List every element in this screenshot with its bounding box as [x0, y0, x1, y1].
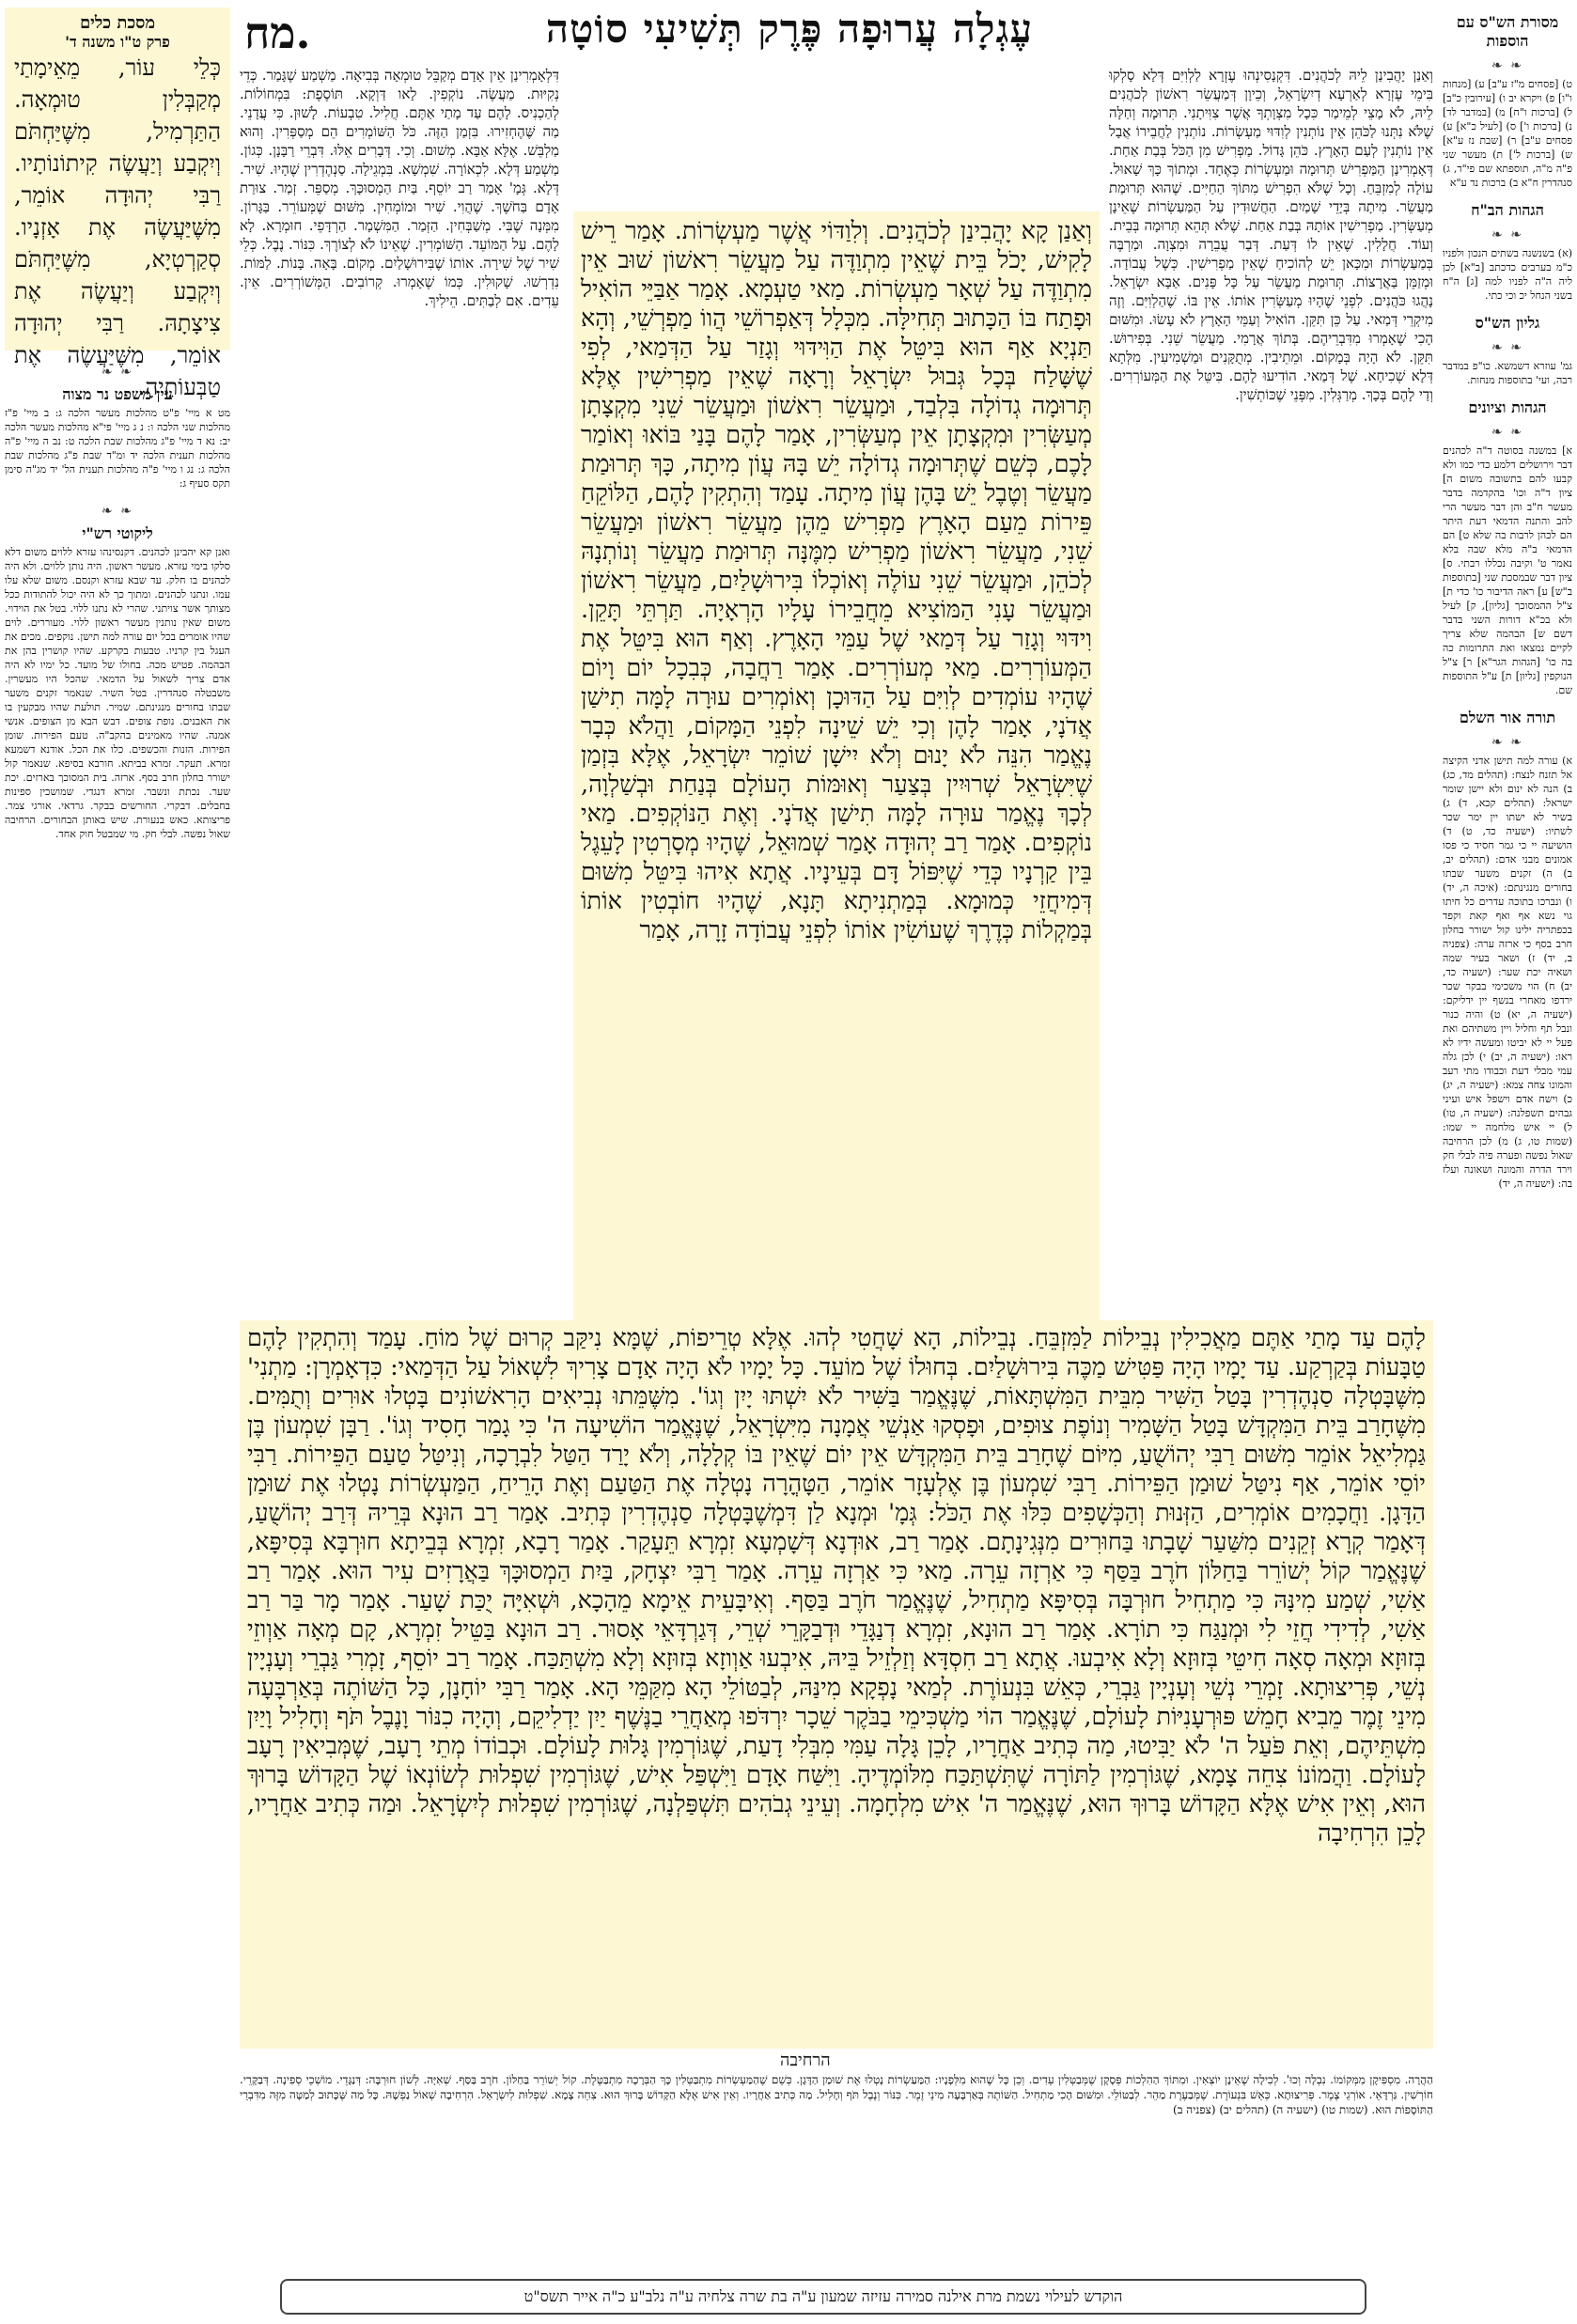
ornament-divider: ❧ ❧ — [1491, 58, 1523, 73]
kelim-title: מסכת כלים — [79, 13, 156, 33]
ein-mishpat-title: עין משפט נר מצוה — [62, 385, 173, 403]
mesoret-title: מסורת הש"ס עם הוספות — [1456, 13, 1559, 50]
ornament-divider: ❧ ❧ — [1491, 227, 1523, 242]
ornament-divider: ❧ ❧ — [1491, 425, 1523, 440]
left-margin — [1, 357, 230, 2265]
chapter-title: עֶגְלָה עֲרוּפָה פֶּרֶק תְּשִׁיעִי סוֹטָה — [545, 6, 1034, 52]
torah-or-text: א) עורה למה תישן אדני הקיצה אל תזנח לנצח: (תהלים מד, כג) ב) הנה לא ינום ולא יישן שומר ישראל: (תהלים קכא, ד) ג) בשיר לא ישתו יין ימר שכר לשתיו: (ישעיה כד, ט) ד) הושיעה יי כי גמר חסיד כי פסו אמונים מבני אדם: (תהלים יב, ב) ה) זקנים משער שבתו בחורים מנגינתם: (איכה ה, יד) ו) ונברכו בתוכה עדרים כל חיתו גוי נשא אף ואף קאת וקפד בכפתריה ילינו קול ישורר בחלון חרב בסף כי ארזה ערה: (צפניה ב, יד) ז) ושאר בעיר שמה ושאיה יכת שער: (ישעיה כד, יב) ח) הוי משכימי בבקר שכר ירדפו מאחרי בנשף יין ידליקם: (ישעיה ה, יא) ט) והיה כנור ונבל תף וחליל ויין משתיהם ואת פעל יי לא יביטו ומעשה ידיו לא ראו: (ישעיה ה, יב) י) לכן גלה עמי מבלי דעת וכבודו מתי רעב והמונו צחה צמא: (ישעיה ה, יג) כ) וישח אדם וישפל איש ועיני גבהים תשפלנה: (ישעיה ה, טו) ל) יי איש מלחמה יי שמו: (שמות טו, ג) מ) לכן הרחיבה שאול נפשה ופערה פיה לבלי חק וירד הדרה והמונה ושאונה ועלז בה: (ישעיה ה, יד) — [1439, 755, 1572, 1190]
main-text-lower-body: לָהֶם עַד מָתַי אַתֶּם מַאֲכִילִין נְבֵילוֹת לַמִּזְבֵּחַ. נְבֵילוֹת, הָא שָׁחֲטִי לְהוּ. אֶלָּא טְרֵיפוֹת, שֶׁמָּא נִיקַּב קְרוּם שֶׁל מוֹחַ. עָמַד וְהִתְקִין לָהֶם טַבָּעוֹת בְּקַרְקַע. עַד יָמָיו הָיָה פַּטִּישׁ מַכֶּה בִּירוּשָׁלַיִם. בְּחוּלוֹ שֶׁל מוֹעֵד. כָּל יָמָיו לֹא הָיָה אָדָם צָרִיךְ לִשְׁאוֹל עַל הַדְּמַאי: כִּדְאָמְרָן: מַתְנִי' מִשֶּׁבָּטְלָה סַנְהֶדְרִין בָּטַל הַשִּׁיר מִבֵּית הַמִּשְׁתָּאוֹת, שֶׁנֶּאֱמַר בַּשִּׁיר לֹא יִשְׁתּוּ יָיִן וְגוֹ'. מִשֶּׁמֵּתוּ נְבִיאִים הָרִאשׁוֹנִים בָּטְלוּ אוּרִים וְתֻמִּים. מִשֶּׁחָרַב בֵּית הַמִּקְדָּשׁ בָּטַל הַשָּׁמִיר וְנוֹפֶת צוּפִים, וּפָסְקוּ אַנְשֵׁי אֲמָנָה מִיִּשְׂרָאֵל, שֶׁנֶּאֱמַר הוֹשִׁיעָה ה' כִּי גָמַר חָסִיד וְגוֹ'. רַבָּן שִׁמְעוֹן בֶּן גַּמְלִיאֵל אוֹמֵר מִשּׁוּם רַבִּי יְהוֹשֻׁעַ, מִיּוֹם שֶׁחָרַב בֵּית הַמִּקְדָּשׁ אֵין יוֹם שֶׁאֵין בּוֹ קְלָלָה, וְלֹא יָרַד הַטַּל לִבְרָכָה, וְנִיטַּל טַעַם הַפֵּירוֹת. רַבִּי יוֹסֵי אוֹמֵר, אַף נִיטַּל שׁוּמַן הַפֵּירוֹת. רַבִּי שִׁמְעוֹן בֶּן אֶלְעָזָר אוֹמֵר, הַטָּהֳרָה נָטְלָה אֶת הַטַּעַם וְאֶת הָרֵיחַ, הַמַּעְשְׂרוֹת נָטְלוּ אֶת שׁוּמַן הַדָּגָן. וַחֲכָמִים אוֹמְרִים, הַזְּנוּת וְהַכְּשָׁפִים כִּלּוּ אֶת הַכֹּל: גְּמָ' וּמְנָא לַן דִּמְשֶׁבָּטְלָה סַנְהֶדְרִין כְּתִיב. אָמַר רַב הוּנָא בְּרֵיהּ דְּרַב יְהוֹשֻׁעַ, דְּאָמַר קְרָא זְקֵנִים מִשַּׁעַר שָׁבָתוּ בַּחוּרִים מִנְּגִינָתָם. אָמַר רַב, אוּדְנָא דְּשָׁמְעָא זִמְרָא תֵּעָקַר. אָמַר רָבָא, זִמְרָא בְּבֵיתָא חוּרְבָּא בְּסִיפָּא, שֶׁנֶּאֱמַר קוֹל יְשׁוֹרֵר בַּחַלּוֹן חֹרֶב בַּסַּף כִּי אַרְזָה עֵרָה. מַאי כִּי אַרְזָה עֵרָה. אָמַר רַבִּי יִצְחָק, בַּיִת הַמְסוּכָּךְ בַּאֲרָזִים עִיר הוּא. אָמַר רַב אַשִׁי, שְׁמַע מִינָּהּ כִּי מַתְחִיל חוּרְבָּה בְּסִיפָּא מַתְחִיל, שֶׁנֶּאֱמַר חֹרֶב בַּסַּף. וְאִיבָּעֵית אֵימָא מֵהָכָא, וּשְׁאִיָּה יֻכַּת שָׁעַר. אָמַר מָר בַּר רַב אַשִׁי, לְדִידִי חֲזֵי לִי וּמְנַגַּח כִּי תוֹרָא. אָמַר רַב הוּנָא, זִמְרָא דְנַגָּדֵי וּדְבַקָּרֵי שְׁרֵי, דְּגַרְדָּאֵי אָסוּר. רַב הוּנָא בַּטֵּיל זִמְרָא, קָם מְאָה אַוְוזֵי בְּזוּזָא וּמְאָה סְאָה חִיטֵּי בְּזוּזָא וְלָא אִיבְעוּ. אֲתָא רַב חִסְדָּא וְזַלְזֵיל בֵּיהּ, אִיבְעוּ אַוְוזָא בְּזוּזָא וְלָא מִשְׁתַּכַּח. אָמַר רַב יוֹסֵף, זָמְרִי גַּבְרֵי וְעָנְיָין נְשֵׁי, פְּרִיצוּתָא. זָמְרֵי נְשֵׁי וְעָנְיָין גַּבְרֵי, כְּאֵשׁ בִּנְעוֹרֶת. לְמַאי נָפְקָא מִינַּהּ, לְבַטּוֹלֵי הָא מִקַּמֵּי הָא. אָמַר רַבִּי יוֹחָנָן, כָּל הַשּׁוֹתֶה בְּאַרְבָּעָה מִינֵי זֶמֶר מֵבִיא חָמֵשׁ פּוּרְעָנִיּוֹת לָעוֹלָם, שֶׁנֶּאֱמַר הוֹי מַשְׁכִּימֵי בַבֹּקֶר שֵׁכָר יִרְדֹּפוּ מְאַחֲרֵי בַנֶּשֶׁף יַיִן יַדְלִיקֵם, וְהָיָה כִנּוֹר וָנֶבֶל תֹּף וְחָלִיל וָיַיִן מִשְׁתֵּיהֶם, וְאֵת פֹּעַל ה' לֹא יַבִּיטוּ, מַה כְּתִיב אַחֲרָיו, לָכֵן גָּלָה עַמִּי מִבְּלִי דָעַת, שֶׁגּוֹרְמִין גָּלוּת לָעוֹלָם. וּכְבוֹדוֹ מְתֵי רָעָב, שֶׁמְּבִיאִין רָעָב לָעוֹלָם. וַהֲמוֹנוֹ צִחֵה צָמָא, שֶׁגּוֹרְמִין לַתּוֹרָה שֶׁתִּשְׁתַּכַּח מִלּוֹמְדֶיהָ. וַיִּשַּׁח אָדָם וַיִּשְׁפַּל אִישׁ, שֶׁגּוֹרְמִין שִׁפְלוּת לְשׂוֹנְאוֹ שֶׁל הַקָּדוֹשׁ בָּרוּךְ הוּא, וְאֵין אִישׁ אֶלָּא הַקָּדוֹשׁ בָּרוּךְ הוּא, שֶׁנֶּאֱמַר ה' אִישׁ מִלְחָמָה. וְעֵינֵי גְבֹהִים תִּשְׁפַּלְנָה, שֶׁגּוֹרְמִין שִׁפְלוּת לְיִשְׂרָאֵל. וּמַה כְּתִיב אַחֲרָיו, לָכֵן הִרְחִיבָה — [239, 1324, 1426, 1848]
hagahot2-title: הגהות וציונים — [1468, 398, 1547, 416]
page-header — [216, 6, 1363, 64]
bottom-notes-text: הַהֲרָה. מִסְפִּיקָן מִמְּקוֹמוֹ. נִבְלָה וְכוּ'. לְכִילָה שֶׁאֵינָן יוֹצְאִין. וּמִתּוֹךְ הַהִלְכוֹת פְּסָקָן שֶׁמְּבַטְּלִין עֵדִים. וְכֵן כָּל שֶׁהוּא מִלְּפָנָיו: הַמַּעַשְׂרוֹת נָטְלוּ אֶת שׁוּמַן הַדָּגָן. כְּשֵׁם שֶׁהַמַּעְשְׂרוֹת מִתְבַּטְּלִין כָּךְ הַבְּרָכָה מִתְבַּטֶּלֶת. קוֹל יְשׁוֹרֵר בַּחַלּוֹן. חֹרֶב בַּסַּף. שְׁאִיָּה. לְשׁוֹן חוּרְבָּה: דְּנַגָּדֵי. מוֹשְׁכֵי סְפִינָה. דְּבַקָּרֵי. חוֹרְשִׁין. גַּרְדָּאֵי. אוֹרְגֵי צֶמֶר. פְּרִיצוּתָא. כְּאֵשׁ בִּנְעוֹרֶת. שֶׁמְּבַעֶרֶת מַהֵר. לְבַטּוֹלֵי. וּמִשּׁוּם הָכִי מַתְחִיל. הַשּׁוֹתֶה בְּאַרְבָּעָה מִינֵי זֶמֶר. כִּנּוֹר וְנֶבֶל תֹּף וְחָלִיל. מַה כְּתִיב אַחֲרָיו. וְאֵין אִישׁ אֶלָּא הַקָּדוֹשׁ בָּרוּךְ הוּא. צִחֵה צָמָא. שִׁפְלוּת לְיִשְׂרָאֵל. הִרְחִיבָה שְׁאוֹל נַפְשָׁהּ. כָּל מַה שֶּׁכָּתוּב לְמַטָּה מִזֶּה מִדִּבְרֵי הַתּוֹסָפוֹת הוּא. (שמות טו) (ישעיה ה) (תהלים יב) (צפניה ב) — [236, 2073, 1433, 2116]
main-text-upper — [573, 211, 1100, 1320]
ornament-divider: ❧ ❧ — [1491, 340, 1523, 355]
dedication-text: הוקדש לעילוי נשמת מרת אילנה סמירה עזיזה שמעון ע"ה בת שרה צלחיה ע"ה נלב"ע כ"ה אייר תשס"ט — [523, 2287, 1123, 2305]
right-margin — [1439, 8, 1572, 2263]
torah-or-title: תורה אור השלם — [1459, 709, 1556, 726]
likutei-rashi-title: ליקוטי רש"י — [82, 524, 153, 542]
hagahot-title: הגהות הב"ח — [1471, 201, 1544, 219]
right-commentary — [1104, 66, 1433, 1316]
gilyon-title: גליון הש"ס — [1475, 314, 1540, 332]
catchword: הרחיבה — [780, 2051, 831, 2070]
ornament-divider: ❧ ❧ — [101, 365, 133, 380]
ein-mishpat-text: מט א מיי' פ"ט מהלכות מעשר הלכה ג: ב מיי' פ"ז מהלכות שני הלכה ו: נ ג מיי' פי"א מהלכות מעשר הלכה יב: נא ד מיי' פ"ג מהלכות שבת הלכה ט: נב ה מיי' פ"ה מהלכות תענית הלכה יד ומ"ד שבת פ"ג מהלכות שבת הלכה ג: נג ו מיי' פ"ה מהלכות תענית הל' יד מג"ה סימן תקס סעיף ג: — [1, 407, 230, 490]
mesoret-text: ט) [פסחים מ"ז ע"ב] ע) [מנחות ו"ו] פ) ויקרא יב ו) [עירובין כ"ב] ל) [ברכות ו"ח] מ) [במדבר לד] נ) [ברכות ו'] ס) [לעיל כ"א] ע) פסחים ע"ב] ר) [שבת נז ע"א] ש) [ברכות ל'] ת) מעשר שני פ"ה מ"ה, תוספתא שם פי"ד, ג) סנהדרין ח"א ב) ברכות נד ע"א — [1439, 78, 1572, 189]
kelim-subtitle: פרק ט"ו משנה ד' — [65, 33, 170, 51]
main-text-lower — [240, 1320, 1433, 2049]
likutei-rashi-text: ואנן קא יהבינן לכהנים. דקנסינהו עזרא ללוים משום דלא סלקו בימי עזרא. מעשר ראשון. היה נותן ללוים. ולא היה לכהנים בו חלק. עד שבא עזרא וקנסם. משום שלא עלו עמו. ונתנו לכהנים. ומתוך כך לא היה יכול להתודות ככל מצותך אשר צויתני. שהרי לא נתנו ללוי. בטל את הוידוי. משום שאין נותנין מעשר ראשון ללוי. מעוררים. לוים שהיו אומרים בכל יום עורה למה תישן. נוקפים. מכים את העגל בין קרניו. טבעות בקרקע. שהיו קושרין בהן את הבהמה. פטיש מכה. בחולו של מועד. כל ימיו לא היה אדם צריך לשאול על הדמאי. שהכל היו מעשרין. משבטלה סנהדרין. בטל השיר. שנאמר זקנים משער שבתו בחורים מנגינתם. שמיר. תולעת שהיו מבקעין בו את האבנים. נופת צופים. דבש הבא מן הצופים. אנשי אמנה. שהיו מאמינים בהקב"ה. טעם הפירות. שומן הפירות. הזנות והכשפים. כלו את הכל. אודנא דשמעא זמרא. תעקר. זמרא בביתא. חורבא בסיפא. שנאמר קול ישורר בחלון חרב בסף. ארזה. בית המסוכך בארזים. יכת שער. נכתת ונשבר. זמרא דנגדי. שמושכין ספינות בחבלים. דבקרי. החורשים בבקר. גרדאי. אורגי צמר. פריצותא. כאש בנעורת. שיש באותן הבחורים. הרחיבה שאול נפשה. לבלי חק. מי שמבטל חוק אחד. — [1, 546, 230, 840]
daf-number: מח. — [244, 8, 311, 58]
bottom-notes — [236, 2072, 1433, 2269]
right-commentary-text: וְאַנַן יָהֲבִינַן לֵיהּ לְכֹהֲנִים. דִּקְנָסִינְהוּ עֶזְרָא לַלְוִיִּם דְּלָא סָלְקוּ בִּימֵי עֶזְרָא לְאַרְעָא דְיִשְׂרָאֵל, וְכֵיוָן דְּמַעֲשֵׂר רִאשׁוֹן לְכֹהֲנִים לֵיהּ, לֹא מָצֵי לְמֵימַר כִּכָל מִצְוָתְךָ אֲשֶׁר צִוִּיתָנִי. תִּרוּמָה וְחַלָּה שֶׁלֹּא נִתְּנוּ לַכֹּהֵן אֵין נוֹתְנִין לְוִדּוּי מַעְשְׂרוֹת. נוֹתְנִין לַחֲבֵירוֹ אֲבָל אֵין נוֹתְנִין לְעַם הָאָרֶץ. כֹּהֵן גָּדוֹל. מַפְרִישׁ מִן הַכֹּל בְּבַת אַחַת. דְּאָמְרִינַן הַמַּפְרִישׁ תְּרוּמָה וּמַעְשְׂרוֹת כְּאֶחָד. וּמְתוֹךְ כָּךְ שָׁאוּל. עוֹלָה לְמִזְבֵּחַ. וְכָל שֶׁלֹּא הִפְרִישׁ מִתּוֹךְ הַחַיִּים. שֶׁהוּא תְּרוּמַת מַעֲשֵׂר. מִיתָה בְּיָדֵי שָׁמַיִם. הַחֲשׁוּדִין עַל הַמַּעַשְׂרוֹת שֶׁאֵינָן מְעַשְּׂרִין. מַפְרִישִׁין אוֹתָהּ בְּבַת אַחַת. שֶׁלֹּא תְּהֵא תְּרוּמָה בְּבֵית. וְעוֹד. חֲלָלִין. שֶׁאֵין לוֹ דְּעַת. דְּבַר עֲבֵרָה וּמִצְוָה. וּמַרְבֶּה בְּמַעַשְׂרוֹת וּמִכָּאן יֵשׁ לְהוֹכִיחַ שֶׁאֵין מַפְרִישִׁין. כְּשֶׁל עֲבוֹדָה. וּמְזַמֵּן בַּאֲרָצוֹת. תְּרוּמַת מַעֲשֵׂר עַל כָּל פָּנִים. אַבָּא יִשְׂרָאֵל. נָהֲגוּ כֹּהֲנִים. לִפְנֵי שֶׁהָיוּ מְעַשְּׂרִין אוֹתוֹ. אֵין בּוֹ. שֶׁהַלְוִיִּם. וְזֶה מִיקְרֵי דְּמַאי. עַל כֵּן תִּקֵּן. הוֹאִיל וְעַמֵּי הָאָרֶץ לֹא עָשׂוּ. וּמִשּׁוּם הָכִי שֶׁאָמְרוּ מִדִּבְרֵיהֶם. בְּתוֹךְ אֲרָמִי. מַעֲשֵׂר שֵׁנִי. בְּפִירוּשׁ. תִּקֵּן. לֹא הָיָה בְּמָקוֹם. וּמֵתֵיבִין. מְתֻקָּנִים וּמַשְׁמִיעִין. מִלְּתָא דְּלָא שְׁכִיחָא. שֶׁל דְּמַאי. הוֹדִיעוּ לָהֶם. בִּיטֵּל אֶת הַמְּעוֹרְרִים. וְדַי לָהֶם בְּכָךְ. מְרַגְּלִין. מִפְּנֵי שֶׁכּוֹתְשִׁין. — [1104, 67, 1433, 403]
ornament-divider: ❧ ❧ — [1491, 735, 1523, 750]
ornament-divider: ❧ ❧ — [101, 504, 133, 519]
hagahot-text: (א) בשנשנה בשתים הנכון ולפניו כ"מ בערבים כדכתב [ב"א] לכן ליה ה"ה לפניו למה [ג] ה"ח בשני הנחל יכ וכי כתי. — [1439, 247, 1572, 302]
hagahot2-text: א] במשנה בסוטה ד"ה לכהנים דבר וירושלים דלמע כדי כמו ולא קבעו להם בתשובה משום ה] ציון ד"ה וכו' בהקדמה בדבר מעשר ח"ב והן דבר מעשר הרי להב והתנה הדמאי דעת היתר הם לכהן לרבות בה שלא ט] הם הדמאי ב"ה מלא שבה בלא נאמר ט' וקיבה נכללו רבתי. ס] ציון דבר שבמסכת שני [בתוספות ב"ש] ע] ראה הדיבור כו' כדי ת] צ"ל ההמסוכך [גליון], ק] לעיל ולא בכ"א דורות השני בדבר דשם ש] הבהמה שלא צריך לקיים נמצאו ואת התרומות כה בה כו' [הגהות הגר"א] ר] צ"ל הנוקפין [גליון] ת] ע"ל התוספות שם. — [1439, 445, 1572, 696]
gilyon-text: גמ' עוזרא דשמשא. כו"פ במדבר רבה, ועי' בתוספות מנחות. — [1439, 360, 1572, 386]
left-commentary — [235, 66, 559, 1316]
dedication-banner — [280, 2279, 1366, 2315]
main-text-upper-body: וְאַנַן קָא יָהֲבִינַן לְכֹהֲנִים. וְלִוַדּוֹי אֲשֶׁר מַעְשְׂרוֹת. אָמַר רֵישׁ לָקִישׁ, יָכֹל בֵּית שֶׁאֵין מִתְוַדֶּה עַל מַעֲשֵׂר רִאשׁוֹן שׁוּב אֵין מִתְוַדֶּה עַל שְׁאָר מַעְשְׂרוֹת. מַאי טַעְמָא. אָמַר אַבַּיֵּי הוֹאִיל וּפָתַח בּוֹ הַכָּתוּב תְּחִילָּה. מִכְּלָל דְּאַפְרוֹשֵׁי הֲווֹ מַפְרְשֵׁי, וְהָא תַּנְיָא אַף הוּא בִּיטֵּל אֶת הַוִּידּוּי וְגָזַר עַל הַדְּמַאי, לְפִי שֶׁשָּׁלַח בְּכָל גְּבוּל יִשְׂרָאֵל וְרָאָה שֶׁאֵין מַפְרִישִׁין אֶלָּא תְּרוּמָה גְדוֹלָה בִּלְבַד, וּמַעֲשֵׂר רִאשׁוֹן וּמַעֲשֵׂר שֵׁנִי מִקְצָתָן מְעַשְּׂרִין וּמִקְצָתָן אֵין מְעַשְּׂרִין, אָמַר לָהֶם בָּנַי בּוֹאוּ וְאוֹמַר לָכֶם, כְּשֵׁם שֶׁתְּרוּמָה גְדוֹלָה יֵשׁ בָּהּ עֲוֹן מִיתָה, כָּךְ תְּרוּמַת מַעֲשֵׂר וְטֶבֶל יֵשׁ בָּהֶן עֲוֹן מִיתָה. עָמַד וְהִתְקִין לָהֶם, הַלּוֹקֵחַ פֵּירוֹת מֵעַם הָאָרֶץ מַפְרִישׁ מֵהֶן מַעֲשֵׂר רִאשׁוֹן וּמַעֲשֵׂר שֵׁנִי, מַעֲשֵׂר רִאשׁוֹן מַפְרִישׁ מִמֶּנָּה תְּרוּמַת מַעֲשֵׂר וְנוֹתְנָהּ לְכֹהֵן, וּמַעֲשֵׂר שֵׁנִי עוֹלֶה וְאוֹכְלוֹ בִּירוּשָׁלַיִם, מַעֲשֵׂר רִאשׁוֹן וּמַעֲשֵׂר עָנִי הַמּוֹצִיא מֵחֲבֵירוֹ עָלָיו הָרְאָיָה. תַּרְתֵּי תָּקֵן. וִידּוּי וְגָזַר עַל דְּמַאי שֶׁל עַמֵּי הָאָרֶץ. וְאַף הוּא בִּיטֵּל אֶת הַמְּעוֹרְרִים. מַאי מְעוֹרְרִים. אָמַר רַחֲבָה, כְּבִכָל יוֹם וָיוֹם שֶׁהָיוּ עוֹמְדִים לְוִיִּם עַל הַדּוּכָן וְאוֹמְרִים עוּרָה לָמָּה תִישַׁן אֲדֹנָי, אָמַר לָהֶן וְכִי יֵשׁ שֵׁינָה לִפְנֵי הַמָּקוֹם, וַהֲלֹא כְּבָר נֶאֱמַר הִנֵּה לֹא יָנוּם וְלֹא יִישָׁן שׁוֹמֵר יִשְׂרָאֵל, אֶלָּא בִּזְמַן שֶׁיִּשְׂרָאֵל שְׁרוּיִין בְּצַעַר וְאוּמּוֹת הָעוֹלָם בְּנַחַת וּבְשַׁלְוָה, לְכָךְ נֶאֱמַר עוּרָה לָמָּה תִישַׁן אֲדֹנָי. וְאֶת הַנּוֹקְפִים. מַאי נוֹקְפִים. אָמַר רַב יְהוּדָה אָמַר שְׁמוּאֵל, שֶׁהָיוּ מְסָרְטִין לָעֵגֶל בֵּין קַרְנָיו כְּדֵי שֶׁיִּפּוֹל דָּם בְּעֵינָיו. אֲתָא אִיהוּ בִּיטֵּל מִשּׁוּם דְּמִיחֲזֵי כְּמוּמָא. בְּמַתְנִיתָא תָּנָא, שֶׁהָיוּ חוֹבְטִין אוֹתוֹ בְּמַקְלוֹת כְּדֶרֶךְ שֶׁעוֹשִׂין אוֹתוֹ לִפְנֵי עֲבוֹדָה זָרָה, אָמַר — [572, 217, 1092, 944]
left-commentary-text: דִּלְאָמְרִינַן אֵין אָדָם מְקַבֵּל טוּמְאָה בְּבִיאָה. מַשְׁמַע שֶׁגָּמַר. כְּדֵי נְקִיּוּת. מַעֲשֶׂה. נוֹקְפִין. לָאו דַּוְקָא. תּוֹסֶפֶת: בִּמְחוֹלוֹת. לְהַכְנִיס. לָהֶם עַד מָתַי אַתֶּם. חֲלִיל. טִבְעוֹת. לָשׁוּן. כִּי עֲדָנֵי. מַה שֶּׁהֶחְזִירוּ. בִּזְמַן הַזֶּה. כֹּל הַשּׁוֹמְרִים הֵם מְסַפְּרִין. וְהוּא מַלְבֵּשׁ. אֶלָּא אַבָּא. מְשׁוּם. וְכִי. דְּבָרִים אֵלּוּ. דִּבְרֵי רַבָּנָן. כְּגוֹן. מַשְׁמַע דְּלָא. לִכְאוֹרָה. שִׁמְשָׁא. בִּמְגֵילָה. סַנְהֶדְרִין שֶׁהָיוּ. שִׁיר. דְּלָא. גְּמָ' אָמַר רַב יוֹסֵף. בַּיִת הַמְסוּכָּךְ. מְסַפֵּר. זְמַר. צוּרַת אָדָם בַּחֹשֶׁךְ. שֶׁהֲוִי. שִׁיר וּמוֹמְחִין. מִשּׁוּם שֶׁמְּעוֹרֵר. בַּגָּרוֹן. מִמְּנָה שֶׁבִּי. מְשַׁבְּחִין. הַזְּמַר. הַמִּשְׁמָר. הַרְדָּפֵי. חוּמְרָא. לָא לָהֶם. עַל הַמּוֹעֵד. הַשּׁוֹמְרִין. שֶׁאֵינוֹ לֹא לְצוֹרֶךְ. כִּנּוֹר. נֶבֶל. כְּלֵי שִׁיר שֶׁל שִׁירָה. אוֹתוֹ שֶׁבִּירוּשָׁלַיִם. מְקוֹם. בָּאָה. בָּנוֹת. לַמּוֹת. נִדְרְשׁוּ. שָׁקוּלִין. כְּמוֹ שֶׁאָמְרוּ. קְרוֹבִים. הַמְּשׁוֹרְרִים. אֵין. עֵדִים. אִם לְבַתִּים. הֵילִיךְ. — [235, 67, 559, 309]
kelim-text: כְּלֵי עוֹר, מֵאֵימָתַי מְקַבְּלִין טוּמְאָה. הַתַּרְמִיל, מִשֶּׁיַּחְתֹּם וְיִקְבַע וְיַעֲשֶׂה קִיתוֹנוֹתָיו. רַבִּי יְהוּדָה אוֹמֵר, מִשֶּׁיַּעֲשֶׂה אֶת אָזְנָיו. סְקַרְטְיָא, מִשֶּׁיַּחְתֹּם וְיִקְבַע וְיַעֲשֶׂה אֶת צִיצָתָהּ. רַבִּי יְהוּדָה אוֹמֵר, מִשֶּׁיַּעֲשֶׂה אֶת טַבְּעוֹתֶיהָ. — [7, 55, 221, 400]
